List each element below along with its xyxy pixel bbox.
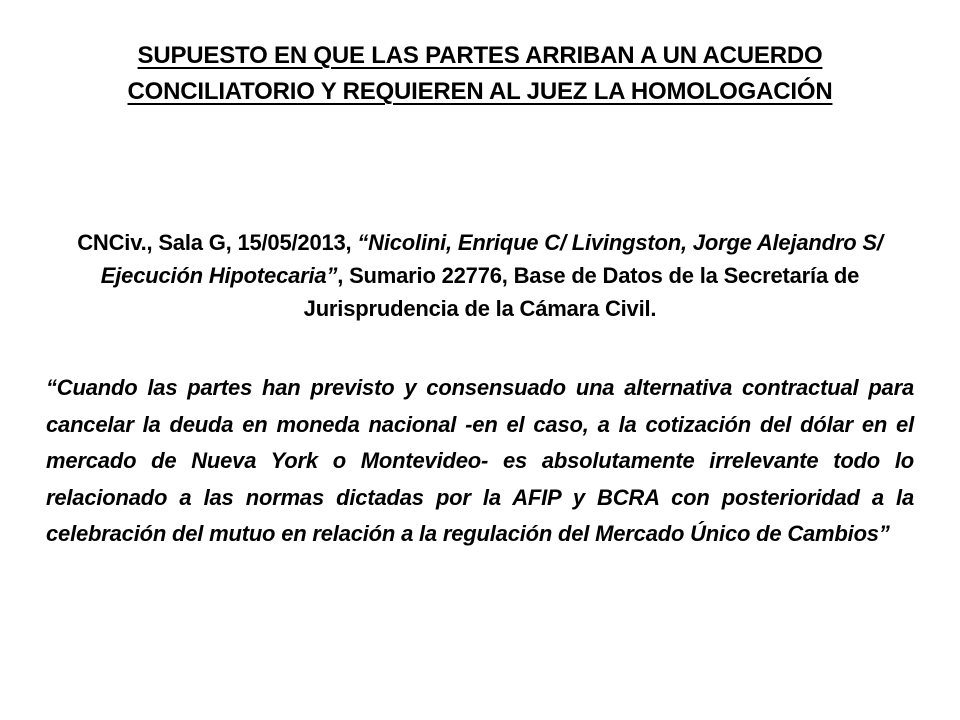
title-line-2: CONCILIATORIO Y REQUIEREN AL JUEZ LA HOMOLOGACIÓN — [127, 78, 833, 105]
citation-prefix: CNCiv., Sala G, 15/05/2013, — [77, 230, 358, 255]
citation-suffix: , Sumario 22776, Base de Datos de la Secretaría de Jurisprudencia de la Cámara Civil. — [303, 263, 860, 321]
case-citation — [40, 226, 920, 325]
quoted-summary: “Cuando las partes han previsto y consensuado una alternativa contractual para cancelar la deuda en moneda nacional -en el caso, a la cotización del dólar en el mercado de Nueva York o Montevideo- es absolutamente irrelevante todo lo relacionado a las normas dictadas por la AFIP y BCRA con posterioridad a la celebración del mutuo en relación a la regulación del Mercado Único de Cambios” — [46, 375, 914, 546]
citation-case-name: “Nicolini, Enrique C/ Livingston, Jorge Alejandro S/ Ejecución Hipotecaria” — [100, 230, 883, 288]
slide-title — [40, 38, 920, 110]
title-line-1: SUPUESTO EN QUE LAS PARTES ARRIBAN A UN ACUERDO — [137, 42, 823, 69]
